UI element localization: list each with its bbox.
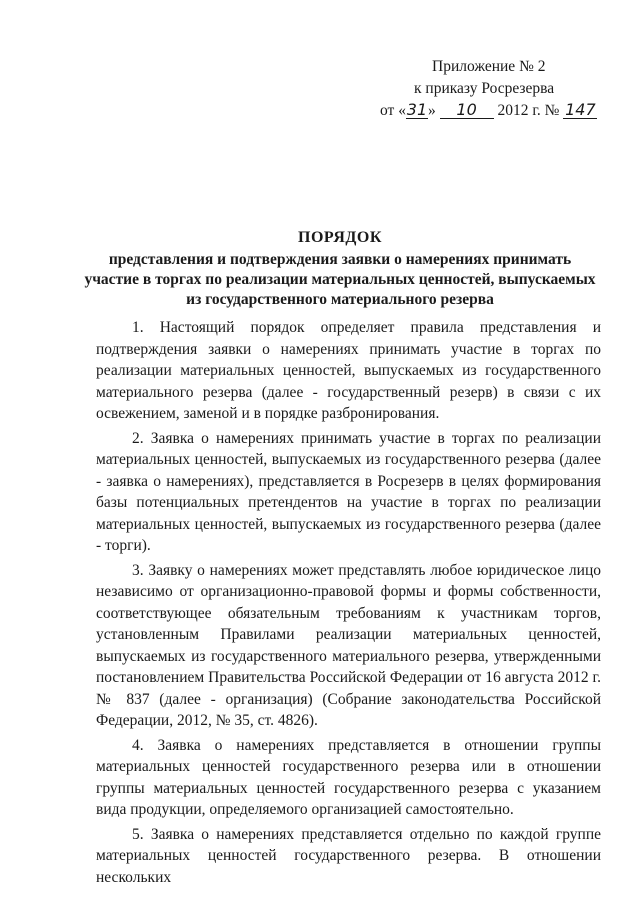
appendix-number: Приложение № 2 [432, 58, 546, 75]
date-prefix: от « [380, 102, 406, 119]
appendix-note [380, 56, 620, 122]
title-subtitle-line-2: участие в торгах по реализации материальных ценностей, выпускаемых [84, 271, 596, 288]
date-mid: » [427, 102, 436, 119]
document-title [60, 228, 620, 310]
handwritten-day: 31 [406, 100, 428, 119]
appendix-order-ref: к приказу Росрезерва [414, 80, 555, 97]
title-subtitle-line-1: представления и подтверждения заявки о намерениях принимать [108, 251, 572, 268]
handwritten-order-number: 147 [565, 100, 596, 119]
appendix-date-line [380, 100, 620, 122]
paragraph-3: 3. Заявку о намерениях может представлять любое юридическое лицо независимо от организационно-правовой формы и формы собственности, соответствующее обязательным требованиям к участникам торгов, установленным Правилами реализации материальных ценностей, выпускаемых из государственного материального резерва, утвержденными постановлением Правительства Российской Федерации от 16 августа 2012 г. № 837 (далее - организация) (Собрание законодательства Российской Федерации, 2012, № 35, ст. 4826). [96, 561, 601, 729]
year-text: 2012 г. № [497, 102, 560, 119]
title-main: ПОРЯДОК [298, 229, 382, 246]
paragraph-1: 1. Настоящий порядок определяет правила представления и подтверждения заявки о намерениях принимать участие в торгах по реализации материальных ценностей, выпускаемых из государственного материального резерва (далее - государственный резерв) в связи с их освежением, заменой и в порядке разбронирования. [96, 319, 601, 422]
document-body [96, 317, 601, 891]
paragraph-4: 4. Заявка о намерениях представляется в отношении группы материальных ценностей государственного резерва или в отношении группы материальных ценностей государственного резерва с указанием вида продукции, определяемого организацией самостоятельно. [96, 736, 601, 818]
paragraph-5: 5. Заявка о намерениях представляется отдельно по каждой группе материальных ценностей государственного резерва. В отношении нескольких [96, 825, 601, 886]
handwritten-month: 10 [440, 102, 494, 119]
title-subtitle-line-3: из государственного материального резерва [186, 291, 494, 308]
paragraph-2: 2. Заявка о намерениях принимать участие в торгах по реализации материальных ценностей, выпускаемых из государственного резерва (далее - заявка о намерениях), представляется в Росрезерв в целях формирования базы потенциальных претендентов на участие в торгах по реализации материальных ценностей, выпускаемых из государственного резерва (далее - торги). [96, 429, 601, 554]
